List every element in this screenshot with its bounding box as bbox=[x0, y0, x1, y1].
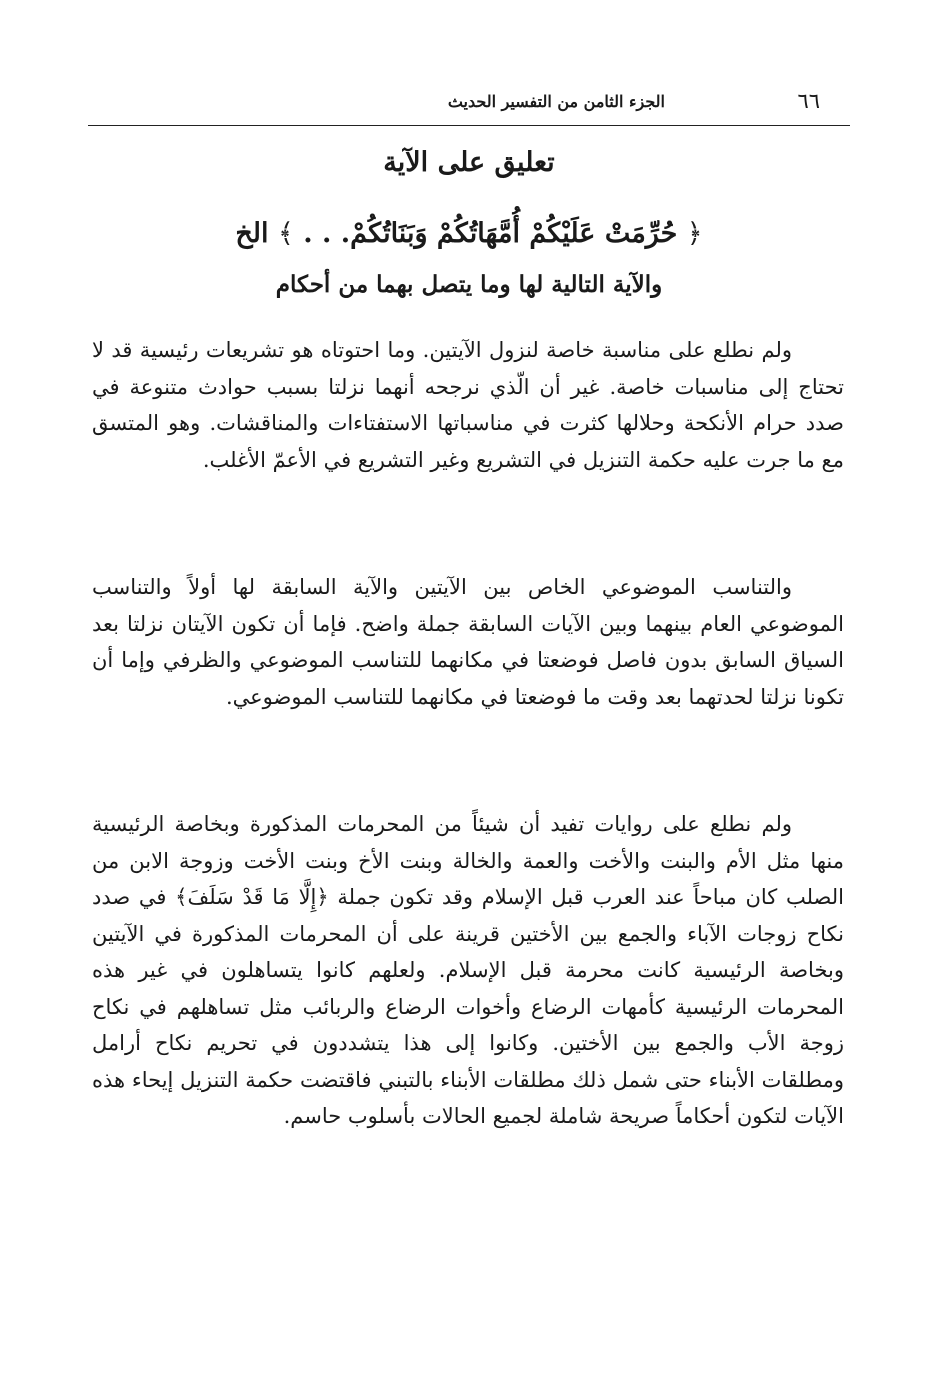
verse-close-bracket: ﴾ bbox=[277, 218, 294, 249]
header-title: الجزء الثامن من التفسير الحديث bbox=[447, 92, 665, 111]
running-header bbox=[88, 86, 850, 126]
section-subtitle: والآية التالية لها وما يتصل بهما من أحكام bbox=[275, 271, 663, 298]
paragraph-2 bbox=[92, 569, 844, 715]
paragraph-1 bbox=[92, 332, 844, 478]
paragraph-text: ولم نطلع على روايات تفيد أن شيئاً من المحرمات المذكورة وبخاصة الرئيسية منها مثل الأم والبنت والأخت والعمة والخالة وبنت الأخ وبنت الأخت وزوجة الابن من الصلب كان مباحاً عند العرب قبل الإسلام وقد تكون جملة ﴿إِلَّا مَا قَدْ سَلَفَ﴾ في صدد نكاح زوجات الآباء والجمع بين الأختين قرينة على أن المحرمات المذكورة في الآيتين وبخاصة الرئيسية كانت محرمة قبل الإسلام. ولعلهم كانوا يتساهلون في غير هذه المحرمات الرئيسية كأمهات الرضاع وأخوات الرضاع والربائب مثل تساهلهم في نكاح زوجة الأب والجمع بين الأختين. وكانوا إلى هذا يتشددون في تحريم نكاح أرامل ومطلقات الأبناء حتى شمل ذلك مطلقات الأبناء بالتبني فاقتضت حكمة التنزيل إيحاء هذه الآيات لتكون أحكاماً صريحة شاملة لجميع الحالات بأسلوب حاسم. bbox=[92, 812, 844, 1128]
paragraph-text: والتناسب الموضوعي الخاص بين الآيتين والآية السابقة لها أولاً والتناسب الموضوعي العام بينهما وبين الآيات السابقة جملة واضح. فإما أن تكون الآيتان نزلتا بعد السياق السابق بدون فاصل فوضعتا في مكانهما للتناسب الموضوعي والظرفي وإما أن تكونا نزلتا لحدتهما بعد وقت ما فوضعتا في مكانهما للتناسب الموضوعي. bbox=[92, 575, 844, 709]
verse-text: حُرِّمَتْ عَلَيْكُمْ أُمَّهَاتُكُمْ وَبَنَاتُكُمْ. . . bbox=[303, 218, 678, 249]
verse-heading bbox=[88, 210, 850, 258]
section-title: تعليق على الآية bbox=[383, 147, 555, 178]
header-rule bbox=[88, 125, 850, 126]
paragraph-text: ولم نطلع على مناسبة خاصة لنزول الآيتين. وما احتوتاه هو تشريعات رئيسية قد لا تحتاج إلى مناسبات خاصة. غير أن الّذي نرجحه أنهما نزلتا بسبب حوادث متنوعة في صدد حرام الأنكحة وحلالها كثرت في مناسباتها الاستفتاءات والمناقشات. وهو المتسق مع ما جرت عليه حكمة التنزيل في التشريع وغير التشريع في الأعمّ الأغلب. bbox=[92, 338, 844, 472]
verse-open-bracket: ﴿ bbox=[686, 218, 703, 249]
page-number: ٦٦ bbox=[797, 89, 820, 113]
paragraph-3 bbox=[92, 806, 844, 1135]
verse-suffix: الخ bbox=[235, 218, 269, 249]
